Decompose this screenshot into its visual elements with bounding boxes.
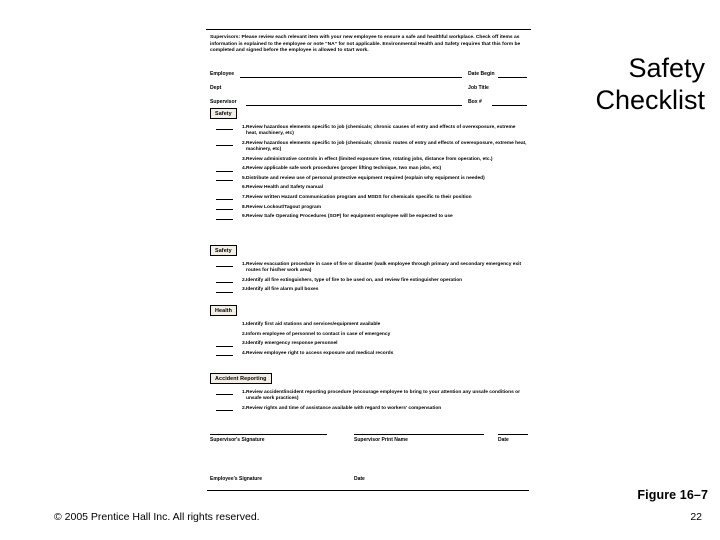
checklist-item-text: Inform employee of personnel to contact in case of emergency: [246, 331, 391, 337]
checklist-item-text: Identify first aid stations and services/equipment available: [246, 322, 381, 327]
form-field-rows: [210, 69, 527, 111]
field-label: Box #: [468, 99, 482, 105]
checklist-item-number: 3.: [241, 341, 246, 347]
checklist-item[interactable]: [210, 185, 527, 191]
checklist-item[interactable]: [210, 205, 527, 211]
field-label: Employee: [210, 71, 235, 77]
checklist-item-number: 2.: [241, 405, 246, 411]
field-label: Job Title: [468, 85, 489, 91]
checklist-item-text: Review employee right to access exposure and medical records: [246, 350, 394, 356]
checkoff-blank-line[interactable]: [216, 292, 233, 293]
checklist-item[interactable]: [210, 214, 527, 220]
checkoff-blank-line[interactable]: [216, 394, 233, 395]
copyright-notice: © 2005 Prentice Hall Inc. All rights reserved.: [54, 511, 260, 523]
checklist-item-text: Review rights and time of assistance available with regard to workers' compensation: [246, 405, 442, 411]
checklist-item-text: Review Lockout/Tagout program: [246, 204, 321, 210]
checklist-item-text: Review hazardous elements specific to job (chemicals; chronic routes of entry and effects of overexposure, extreme heat, machinery, etc): [246, 140, 527, 152]
checklist-item-text: Review evacuation procedure in case of fire or disaster (walk employee through primary and secondary emergency exit routes for his/her work area): [246, 262, 522, 274]
checklist-item-number: 4.: [241, 166, 246, 172]
field-input-line[interactable]: [492, 105, 527, 106]
checkoff-blank-line[interactable]: [216, 171, 233, 172]
signature-label: Date: [354, 476, 365, 482]
checkoff-blank-line[interactable]: [216, 129, 233, 130]
checklist-item-text: Review Safe Operating Procedures (SOP) for equipment employee will be expected to use: [246, 214, 453, 220]
checkoff-blank-line[interactable]: [216, 209, 233, 210]
checklist-item-number: 4.: [241, 350, 246, 356]
field-label: Dept: [210, 85, 222, 91]
checklist-item[interactable]: [210, 341, 527, 347]
checklist-item-number: 3.: [241, 287, 246, 293]
checklist-item[interactable]: [210, 287, 527, 293]
checkoff-blank-line[interactable]: [216, 410, 233, 411]
checklist-item[interactable]: [210, 322, 527, 328]
field-input-line[interactable]: [246, 105, 462, 106]
signature-block: [210, 434, 527, 502]
page-title: [530, 52, 705, 116]
page-title-line1: Safety: [628, 53, 705, 83]
signature-label: Supervisor Print Name: [354, 437, 408, 443]
form-field-row: [210, 69, 527, 83]
signature-row: [210, 476, 527, 502]
signature-line[interactable]: [498, 434, 528, 435]
checkoff-blank-line[interactable]: [216, 199, 233, 200]
field-input-line[interactable]: [498, 77, 527, 78]
checklist-item-text: Distribute and review use of personal protective equipment required (explain why equipment is needed): [246, 175, 485, 181]
checklist-item-number: 2.: [241, 277, 246, 283]
checklist-item-text: Identify all fire alarm pull boxes: [246, 287, 319, 293]
signature-label: Date: [498, 437, 509, 443]
section-badge: Safety: [210, 108, 237, 119]
form-field-row: [210, 83, 527, 97]
checklist-item-text: Review written Hazard Communication program and MSDS for chemicals specific to their position: [246, 194, 472, 200]
checklist-item-number: 1.: [241, 125, 246, 130]
checklist-item[interactable]: [210, 262, 527, 274]
checklist-item-number: 1.: [241, 262, 246, 267]
field-label: Date Begin: [468, 71, 495, 77]
checklist-item-text: Review hazardous elements specific to job (chemicals; chronic causes of entry and effects of overexposure, extreme heat, machinery, etc): [246, 125, 516, 137]
section-badge: Safety: [210, 245, 237, 256]
checkoff-blank-line[interactable]: [216, 266, 233, 267]
checklist-item[interactable]: [210, 141, 527, 153]
checklist-item-number: 1.: [241, 390, 246, 395]
signature-line[interactable]: [210, 434, 327, 435]
checklist-items: [210, 322, 527, 360]
checkoff-blank-line[interactable]: [216, 219, 233, 220]
signature-row: [210, 434, 527, 460]
checklist-item-number: 5.: [241, 175, 246, 181]
checklist-item-number: 2.: [241, 331, 246, 337]
checklist-item-number: 6.: [241, 185, 246, 191]
checklist-item[interactable]: [210, 406, 527, 412]
signature-label: Supervisor's Signature: [210, 437, 265, 443]
checklist-item-number: 3.: [241, 156, 246, 162]
signature-line[interactable]: [354, 434, 484, 435]
checklist-item-number: 7.: [241, 194, 246, 200]
checklist-item[interactable]: [210, 176, 527, 182]
checklist-item[interactable]: [210, 390, 527, 402]
checkoff-blank-line[interactable]: [216, 145, 233, 146]
page-number: 22: [690, 511, 702, 523]
checklist-item-number: 2.: [241, 140, 246, 146]
checklist-item-number: 8.: [241, 204, 246, 210]
form-field-row: [210, 97, 527, 111]
checkoff-blank-line[interactable]: [216, 180, 233, 181]
checklist-item-text: Review administrative controls in effect (limited exposure time, rotating jobs, distance from operation, etc.): [246, 156, 493, 162]
checklist-item[interactable]: [210, 278, 527, 284]
checklist-item[interactable]: [210, 195, 527, 201]
checklist-items: [210, 390, 527, 415]
checklist-item[interactable]: [210, 166, 527, 172]
checklist-item[interactable]: [210, 125, 527, 137]
safety-checklist-form: [206, 29, 531, 491]
section-badge: Accident Reporting: [210, 373, 272, 384]
form-instructions: Supervisors: Please review each relevant item with your new employee to ensure a safe and healthful workplace. Check off items as information is explained to the employee or note “NA” for not applicable. Environmental Health and Safety requires that this form be completed and signed before the employee is allowed to start work.: [210, 35, 521, 54]
checklist-item-text: Review accident/incident reporting procedure (encourage employee to bring to your attention any unsafe conditions or unsafe work practices): [246, 390, 520, 402]
page-title-line2: Checklist: [595, 85, 705, 115]
section-badge: Health: [210, 305, 237, 316]
checklist-item-text: Review Health and Safety manual: [246, 185, 323, 191]
checklist-item[interactable]: [210, 332, 527, 338]
checklist-items: [210, 262, 527, 297]
checklist-item-text: Identify emergency response personnel: [246, 341, 338, 347]
form-top-rule: [206, 29, 531, 30]
checklist-item[interactable]: [210, 351, 527, 357]
checkoff-blank-line[interactable]: [216, 282, 233, 283]
field-input-line[interactable]: [240, 77, 462, 78]
checkoff-blank-line[interactable]: [216, 355, 233, 356]
checkoff-blank-line[interactable]: [216, 346, 233, 347]
figure-caption: Figure 16–7: [637, 488, 708, 502]
checklist-items: [210, 125, 527, 224]
checklist-item-number: 1.: [241, 322, 246, 327]
signature-label: Employee's Signature: [210, 476, 263, 482]
checklist-item[interactable]: [210, 157, 527, 163]
checklist-item-number: 9.: [241, 214, 246, 220]
checklist-item-text: Identify all fire extinguishers, type of fire to be used on, and review fire extinguisher operation: [246, 277, 463, 283]
checklist-item-text: Review applicable safe work procedures (proper lifting technique, two man jobs, etc): [246, 166, 442, 172]
field-label: Supervisor: [210, 99, 237, 105]
